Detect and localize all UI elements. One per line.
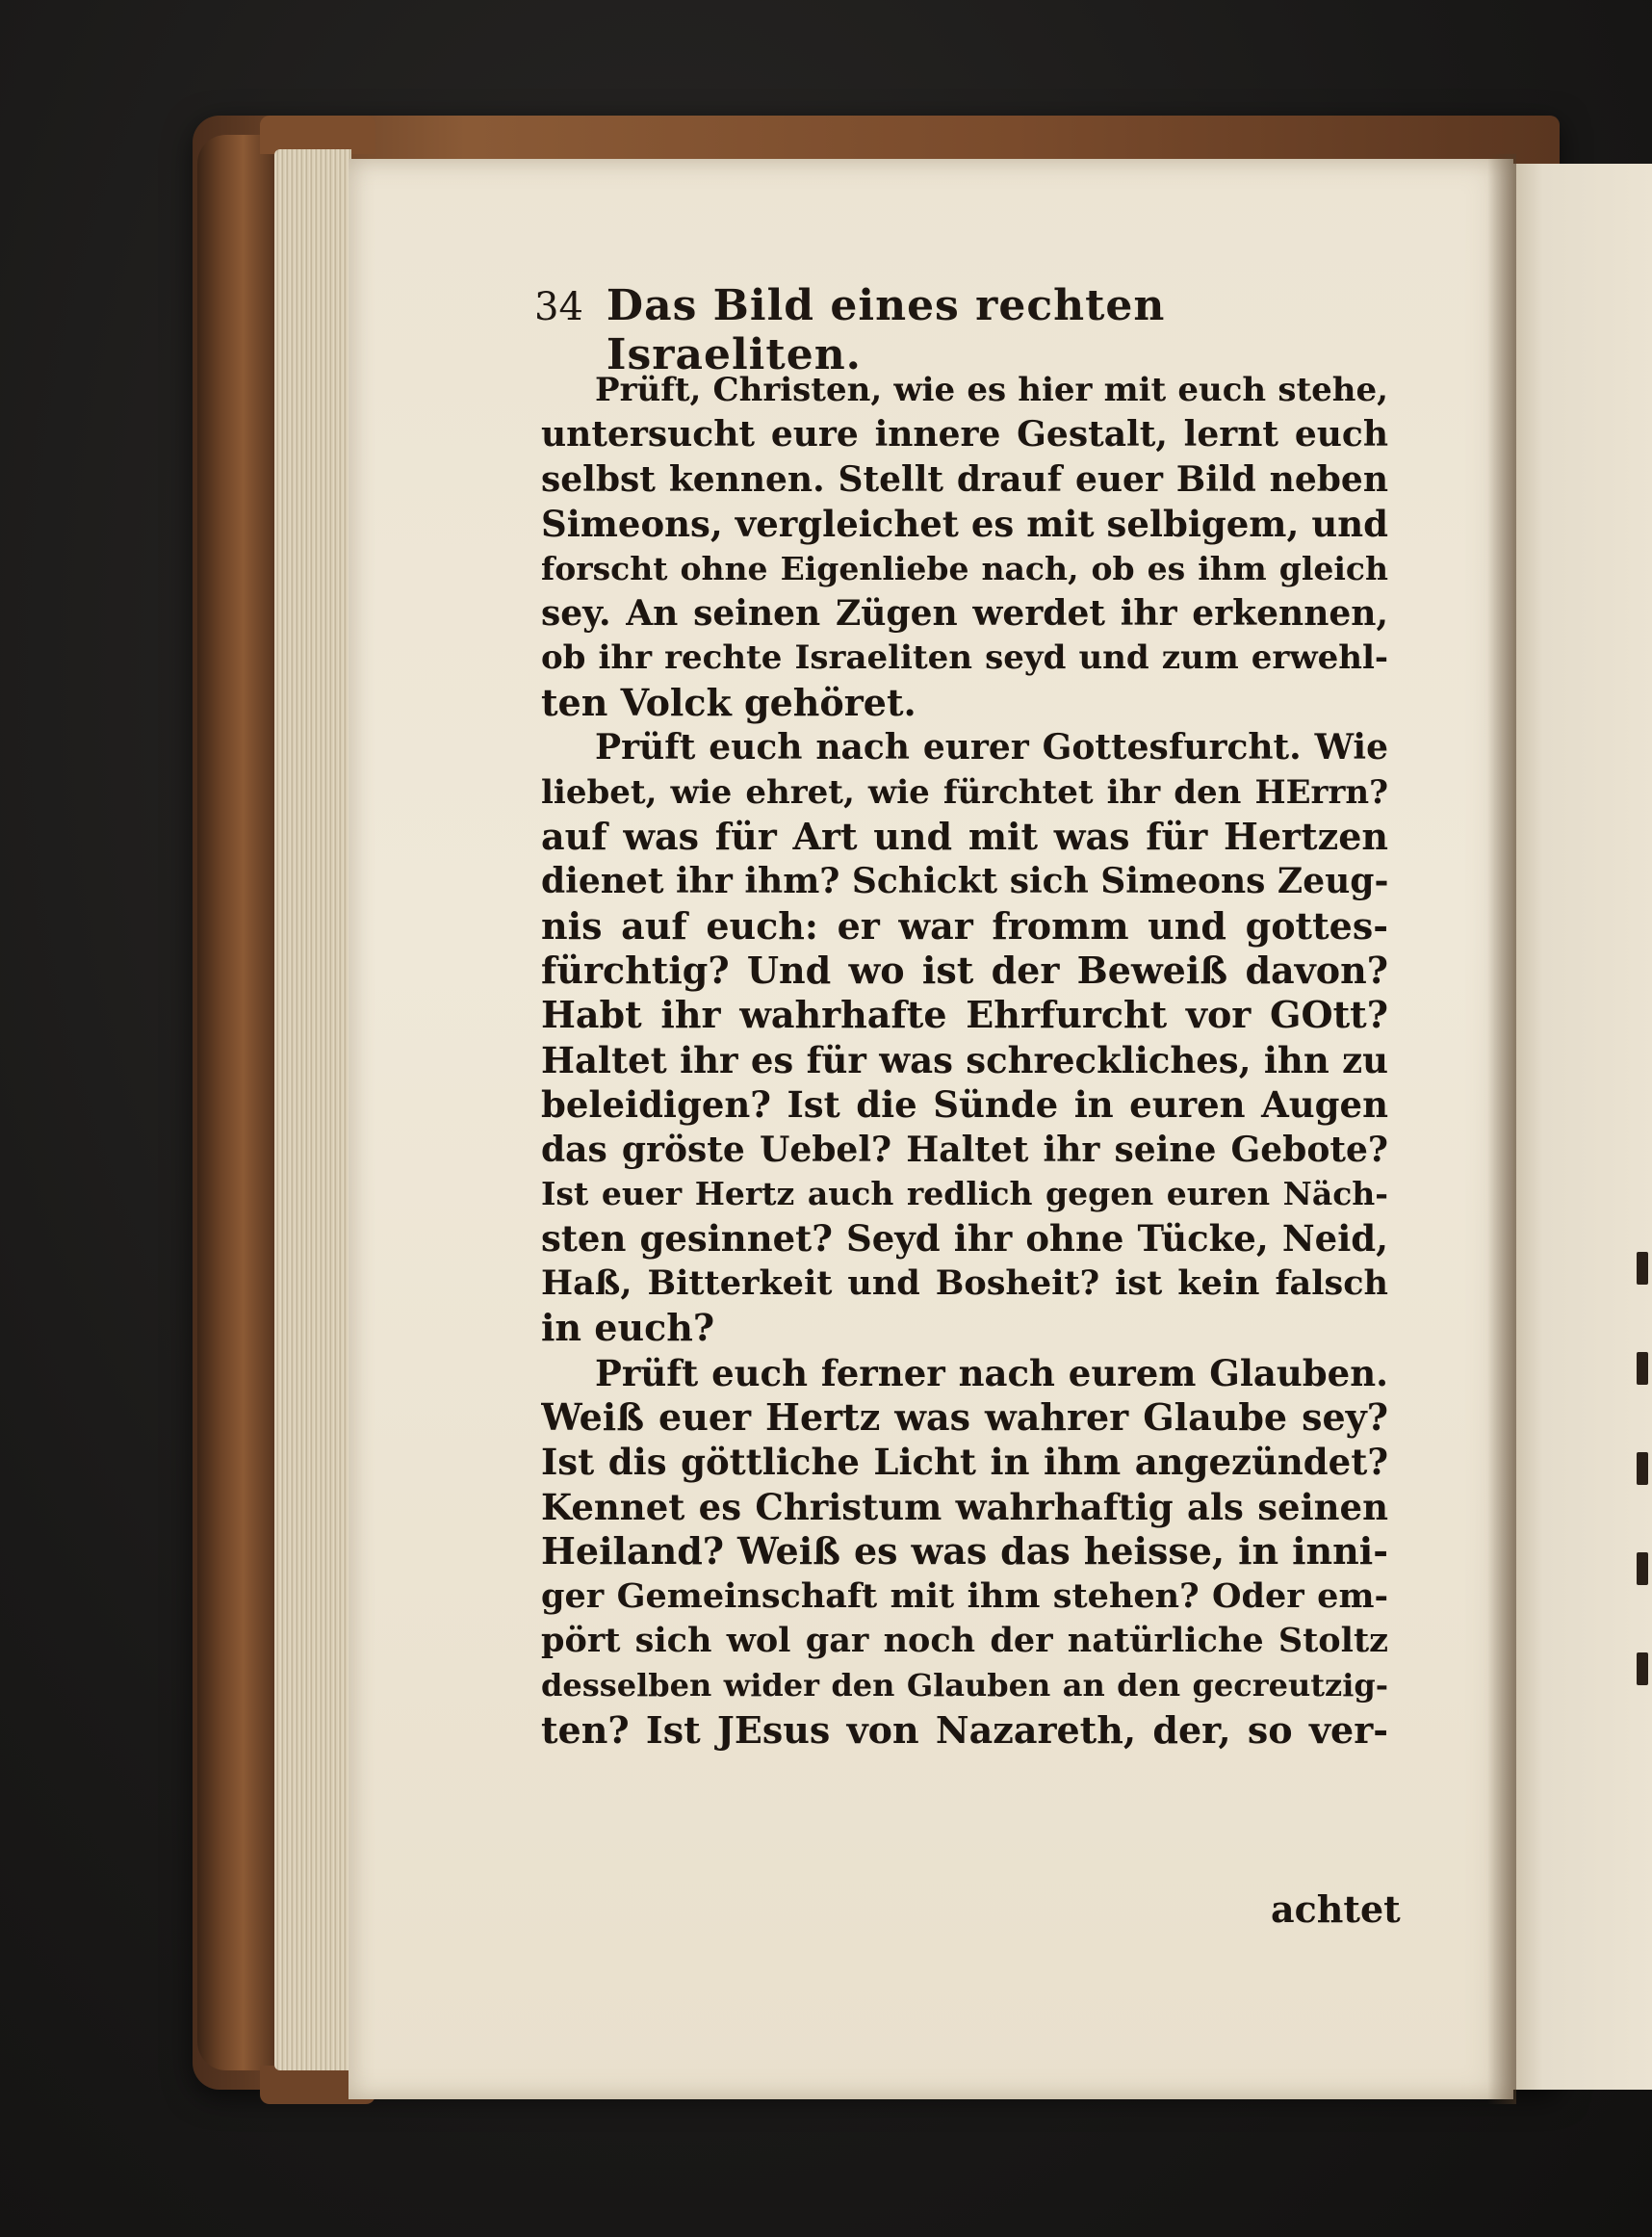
text-line: Haß, Bitterkeit und Bosheit? ist kein falsch bbox=[541, 1262, 1388, 1303]
headband-top bbox=[260, 116, 375, 154]
catchword: achtet bbox=[1271, 1887, 1401, 1931]
text-line: Habt ihr wahrhafte Ehrfurcht vor GOtt? bbox=[541, 993, 1388, 1037]
text-line: ten Volck gehöret. bbox=[541, 680, 916, 724]
text-line: Prüft, Christen, wie es hier mit euch stehe, bbox=[595, 371, 1388, 409]
page-edges bbox=[274, 149, 351, 2070]
text-line: desselben wider den Glauben an den gecreutzig- bbox=[541, 1667, 1388, 1704]
text-line: liebet, wie ehret, wie fürchtet ihr den HErrn? bbox=[541, 772, 1388, 812]
page-header bbox=[534, 281, 1401, 379]
text-fragment bbox=[1637, 1252, 1648, 1285]
text-line: dienet ihr ihm? Schickt sich Simeons Zeug- bbox=[541, 861, 1388, 902]
text-line: sey. An seinen Zügen werdet ihr erkennen, bbox=[541, 592, 1388, 634]
text-fragment bbox=[1637, 1552, 1648, 1585]
text-line: Ist euer Hertz auch redlich gegen euren Näch- bbox=[541, 1175, 1388, 1213]
facing-page-text-fragments bbox=[1637, 1252, 1652, 1830]
text-line: Haltet ihr es für was schreckliches, ihn zu bbox=[541, 1038, 1388, 1081]
text-line: Prüft euch nach eurer Gottesfurcht. Wie bbox=[595, 727, 1388, 768]
text-fragment bbox=[1637, 1352, 1648, 1385]
text-line: Prüft euch ferner nach eurem Glauben. bbox=[595, 1351, 1388, 1394]
page-gutter-shadow bbox=[1487, 154, 1516, 2104]
text-line: ten? Ist JEsus von Nazareth, der, so ver- bbox=[541, 1707, 1388, 1752]
text-line: in euch? bbox=[541, 1306, 715, 1350]
text-fragment bbox=[1637, 1452, 1648, 1485]
text-line: selbst kennen. Stellt drauf euer Bild neben bbox=[541, 458, 1388, 500]
text-line: Weiß euer Hertz was wahrer Glaube sey? bbox=[541, 1394, 1388, 1439]
text-line: ger Gemeinschaft mit ihm stehen? Oder em- bbox=[541, 1575, 1388, 1616]
page-number: 34 bbox=[534, 285, 583, 329]
text-line: das gröste Uebel? Haltet ihr seine Gebote? bbox=[541, 1129, 1388, 1170]
text-line: fürchtig? Und wo ist der Beweiß davon? bbox=[541, 949, 1388, 993]
text-line: nis auf euch: er war fromm und gottes- bbox=[541, 903, 1388, 948]
text-fragment bbox=[1637, 1652, 1648, 1685]
text-line: Simeons, vergleichet es mit selbigem, und bbox=[541, 503, 1388, 546]
text-line: Heiland? Weiß es was das heisse, in inni- bbox=[541, 1529, 1388, 1574]
text-line: beleidigen? Ist die Sünde in euren Augen bbox=[541, 1083, 1388, 1127]
text-line: ob ihr rechte Israeliten seyd und zum erwehl- bbox=[541, 638, 1388, 678]
text-line: pört sich wol gar noch der natürliche Stoltz bbox=[541, 1620, 1388, 1660]
facing-page bbox=[1507, 164, 1652, 2090]
running-title: Das Bild eines rechten Israeliten. bbox=[606, 281, 1166, 379]
text-line: untersucht eure innere Gestalt, lernt euch bbox=[541, 414, 1388, 455]
text-line: auf was für Art und mit was für Hertzen bbox=[541, 814, 1388, 858]
text-line: Ist dis göttliche Licht in ihm angezündet? bbox=[541, 1441, 1388, 1484]
page-body bbox=[541, 368, 1388, 1753]
text-line: forscht ohne Eigenliebe nach, ob es ihm gleich bbox=[541, 549, 1388, 587]
text-line: Kennet es Christum wahrhaftig als seinen bbox=[541, 1485, 1388, 1528]
text-line: sten gesinnet? Seyd ihr ohne Tücke, Neid, bbox=[541, 1217, 1388, 1261]
